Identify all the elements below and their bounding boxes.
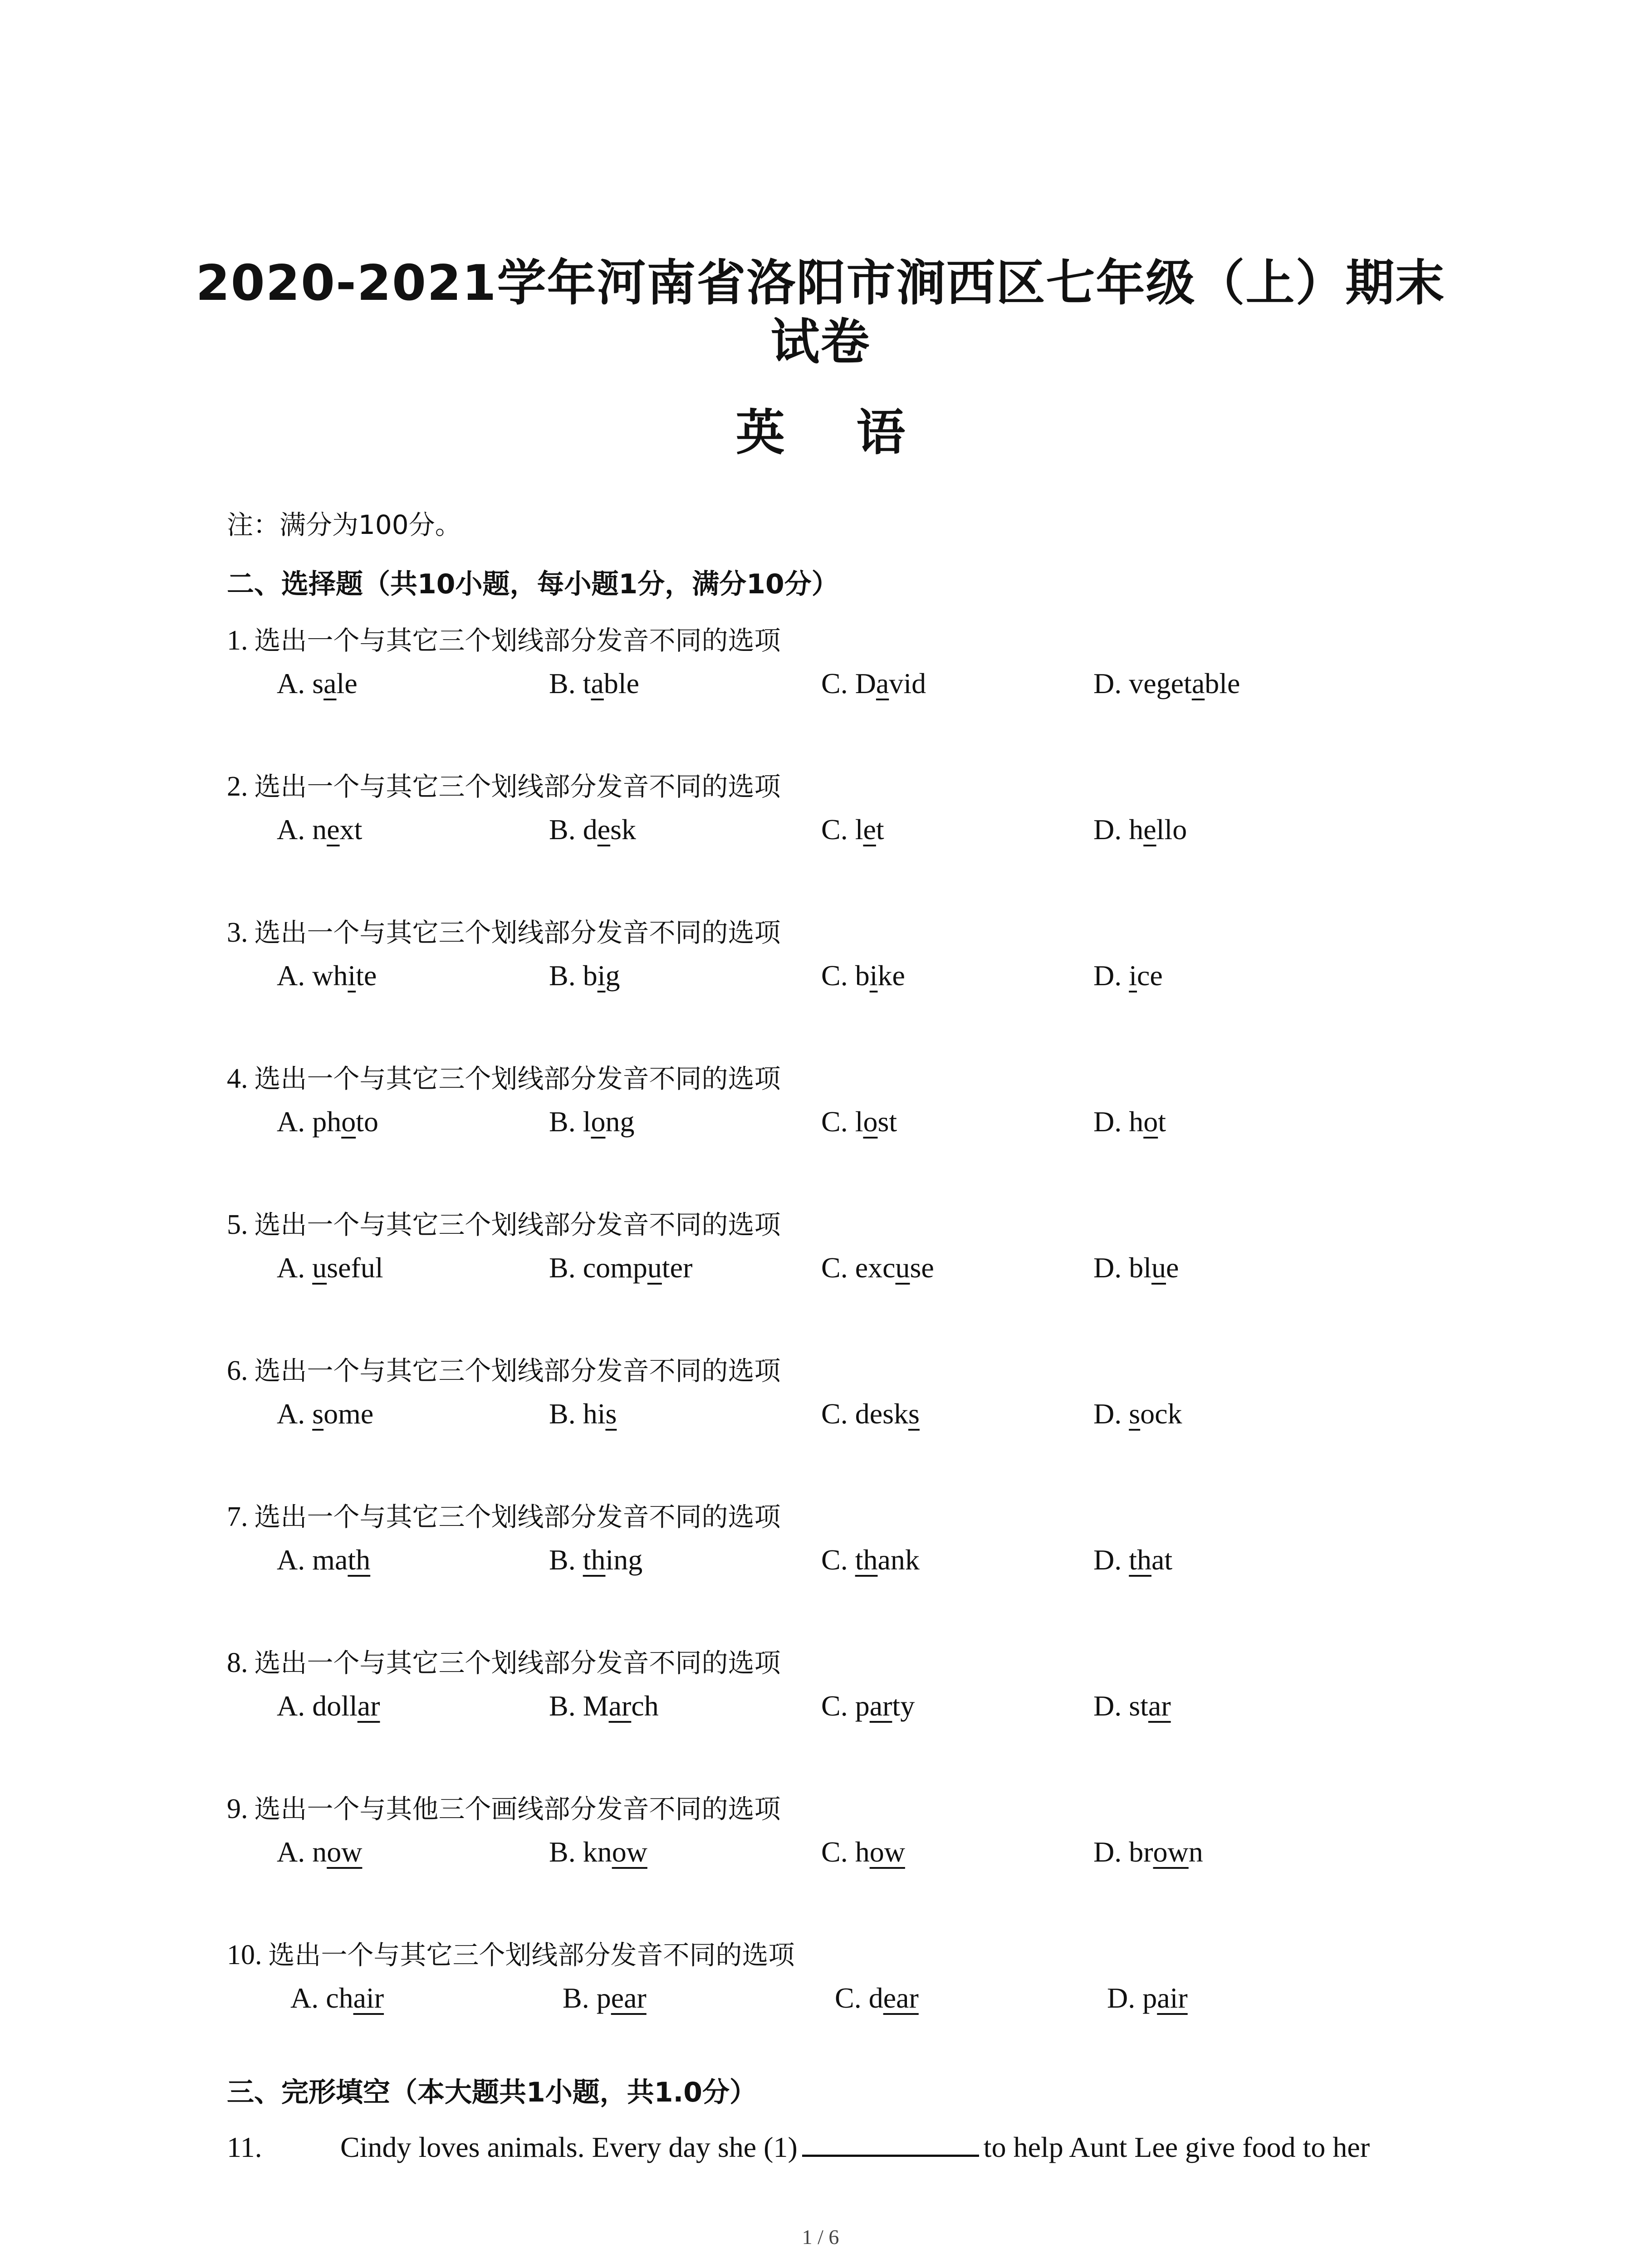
option-underlined-letters: o	[591, 1105, 606, 1138]
option-label: C.	[821, 1251, 848, 1284]
option-underlined-letters: ow	[327, 1836, 362, 1868]
option-underlined-letters: i	[869, 959, 878, 992]
option-underlined-letters: u	[647, 1251, 662, 1284]
option-a[interactable]	[277, 1689, 380, 1723]
option-word-end: ty	[892, 1690, 915, 1722]
option-word-start: p	[855, 1690, 870, 1722]
option-label: D.	[1093, 1544, 1122, 1576]
option-label: B.	[563, 1982, 589, 2014]
option-word-start: desk	[855, 1398, 908, 1430]
option-underlined-letters: ear	[883, 1982, 919, 2014]
option-word-end: ng	[605, 1105, 635, 1138]
option-c[interactable]	[821, 1835, 905, 1869]
option-label: D.	[1093, 1836, 1122, 1868]
option-word-start: p	[596, 1982, 611, 2014]
option-word-start: n	[312, 813, 327, 846]
page-title-continued: 试卷	[770, 314, 871, 371]
question-number: 9.	[227, 1794, 248, 1824]
option-word-end: xt	[339, 813, 362, 846]
option-word-end: ank	[877, 1544, 920, 1576]
option-label: B.	[549, 813, 576, 846]
section-heading-cloze: 三、完形填空（本大题共1小题，共1.0分）	[227, 2077, 757, 2108]
option-underlined-letters: ear	[611, 1982, 647, 2014]
option-word-end: to	[356, 1105, 378, 1138]
question-prompt	[227, 1934, 795, 1972]
option-underlined-letters: th	[348, 1544, 371, 1576]
option-a[interactable]	[277, 813, 362, 846]
option-word-start: h	[1129, 813, 1144, 846]
option-a[interactable]	[277, 1251, 383, 1285]
subject-title: 英 语	[735, 405, 933, 461]
option-a[interactable]	[277, 959, 377, 992]
option-word-start: ph	[312, 1105, 342, 1138]
option-label: C.	[821, 1398, 848, 1430]
option-a[interactable]	[277, 1397, 373, 1431]
option-a[interactable]	[290, 1981, 384, 2015]
option-underlined-letters: air	[1157, 1982, 1188, 2014]
option-a[interactable]	[277, 1835, 362, 1869]
option-c[interactable]	[835, 1981, 919, 2015]
option-label: B.	[549, 959, 576, 992]
question-number: 2.	[227, 771, 248, 802]
option-word-start: d	[583, 813, 598, 846]
option-label: C.	[821, 1544, 848, 1576]
option-underlined-letters: e	[1143, 813, 1156, 846]
option-label: D.	[1093, 959, 1122, 992]
option-c[interactable]	[821, 1689, 915, 1723]
option-underlined-letters: th	[583, 1544, 606, 1576]
option-label: B.	[549, 1836, 576, 1868]
question-number: 3.	[227, 917, 248, 948]
option-c[interactable]	[821, 1397, 920, 1431]
option-label: C.	[821, 667, 848, 699]
option-word-end: ock	[1140, 1398, 1182, 1430]
option-underlined-letters: a	[323, 667, 337, 699]
option-word-end: g	[605, 959, 620, 992]
option-d[interactable]	[1107, 1981, 1188, 2015]
option-label: B.	[549, 1398, 576, 1430]
option-underlined-letters: ar	[608, 1690, 632, 1722]
question-text: 选出一个与其它三个划线部分发音不同的选项	[254, 1501, 781, 1532]
question-prompt	[227, 911, 781, 949]
option-word-start: hi	[583, 1398, 606, 1430]
option-underlined-letters: th	[855, 1544, 878, 1576]
option-word-start: M	[583, 1690, 609, 1722]
question-prompt	[227, 765, 781, 803]
option-underlined-letters: u	[1151, 1251, 1166, 1284]
option-word-start: p	[1142, 1982, 1157, 2014]
page-number: 1 / 6	[802, 2225, 839, 2248]
option-label: A.	[277, 1544, 305, 1576]
cloze-text-before: Cindy loves animals. Every day she (1)	[340, 2131, 798, 2163]
option-b[interactable]	[563, 1981, 647, 2015]
option-c[interactable]	[821, 667, 926, 700]
option-underlined-letters: e	[863, 813, 876, 846]
option-word-end: llo	[1156, 813, 1187, 846]
option-a[interactable]	[277, 667, 358, 700]
question-text: 选出一个与其它三个划线部分发音不同的选项	[268, 1940, 795, 1970]
option-label: D.	[1093, 1690, 1122, 1722]
option-underlined-letters: e	[327, 813, 340, 846]
option-word-end: t	[876, 813, 884, 846]
option-underlined-letters: i	[1129, 959, 1137, 992]
option-d[interactable]	[1093, 1543, 1172, 1577]
option-label: A.	[290, 1982, 319, 2014]
option-label: A.	[277, 813, 305, 846]
option-word-start: ch	[326, 1982, 353, 2014]
option-word-end: se	[910, 1251, 934, 1284]
option-word-end: ble	[1205, 667, 1240, 699]
option-word-end: ble	[603, 667, 640, 699]
option-word-end: seful	[327, 1251, 383, 1284]
option-underlined-letters: s	[605, 1398, 617, 1430]
option-label: C.	[835, 1982, 862, 2014]
option-word-start: t	[583, 667, 591, 699]
option-b[interactable]	[549, 1835, 647, 1869]
option-d[interactable]	[1093, 1689, 1171, 1723]
question-prompt	[227, 1349, 781, 1388]
question-prompt	[227, 1496, 781, 1534]
question-number: 8.	[227, 1647, 248, 1678]
option-word-start: veget	[1129, 667, 1192, 699]
option-underlined-letters: o	[341, 1105, 356, 1138]
option-label: B.	[549, 1690, 576, 1722]
option-underlined-letters: a	[876, 667, 889, 699]
option-underlined-letters: e	[597, 813, 611, 846]
option-b[interactable]	[549, 1543, 642, 1577]
option-c[interactable]	[821, 813, 884, 846]
option-d[interactable]	[1093, 1105, 1166, 1139]
option-label: B.	[549, 1544, 576, 1576]
option-label: A.	[277, 1690, 305, 1722]
option-underlined-letters: u	[895, 1251, 910, 1284]
option-underlined-letters: th	[1129, 1544, 1151, 1576]
question-text: 选出一个与其它三个划线部分发音不同的选项	[254, 1647, 781, 1678]
option-label: C.	[821, 1690, 848, 1722]
option-word-start: comp	[583, 1251, 647, 1284]
question-text: 选出一个与其他三个画线部分发音不同的选项	[254, 1794, 781, 1824]
option-word-start: bl	[1129, 1251, 1151, 1284]
option-word-end: e	[1166, 1251, 1179, 1284]
option-underlined-letters: ar	[1148, 1690, 1171, 1722]
option-underlined-letters: air	[353, 1982, 384, 2014]
option-underlined-letters: ow	[612, 1836, 647, 1868]
option-label: D.	[1093, 1398, 1122, 1430]
option-label: D.	[1093, 667, 1122, 699]
option-word-end: ome	[323, 1398, 374, 1430]
option-label: B.	[549, 1105, 576, 1138]
question-text: 选出一个与其它三个划线部分发音不同的选项	[254, 1355, 781, 1386]
option-label: A.	[277, 1251, 305, 1284]
option-c[interactable]	[821, 959, 905, 992]
option-word-start: ma	[312, 1544, 348, 1576]
option-label: C.	[821, 1105, 848, 1138]
option-word-start: l	[855, 1105, 863, 1138]
option-label: A.	[277, 1105, 305, 1138]
option-word-start: n	[312, 1836, 327, 1868]
option-underlined-letters: ow	[869, 1836, 905, 1868]
option-underlined-letters: o	[863, 1105, 878, 1138]
question-text: 选出一个与其它三个划线部分发音不同的选项	[254, 771, 781, 802]
option-b[interactable]	[549, 1105, 634, 1139]
question-prompt	[227, 619, 781, 657]
option-a[interactable]	[277, 1543, 370, 1577]
option-underlined-letters: u	[312, 1251, 327, 1284]
option-word-end: ch	[631, 1690, 659, 1722]
option-label: A.	[277, 1836, 305, 1868]
option-label: D.	[1093, 1251, 1122, 1284]
option-label: A.	[277, 1398, 305, 1430]
option-word-start: s	[312, 667, 324, 699]
cloze-text-after: to help Aunt Lee give food to her	[983, 2131, 1370, 2163]
option-b[interactable]	[549, 1397, 617, 1431]
option-word-end: ke	[877, 959, 905, 992]
option-c[interactable]	[821, 1251, 934, 1285]
option-word-start: doll	[312, 1690, 358, 1722]
option-underlined-letters: ar	[869, 1690, 892, 1722]
option-underlined-letters: ar	[357, 1690, 380, 1722]
option-label: A.	[277, 959, 305, 992]
question-number: 7.	[227, 1501, 248, 1532]
option-underlined-letters: i	[597, 959, 606, 992]
option-label: C.	[821, 813, 848, 846]
option-a[interactable]	[277, 1105, 378, 1139]
option-label: A.	[277, 667, 305, 699]
option-word-start: br	[1129, 1836, 1153, 1868]
option-underlined-letters: a	[591, 667, 604, 699]
option-b[interactable]	[549, 667, 639, 700]
option-d[interactable]	[1093, 667, 1240, 700]
option-d[interactable]	[1093, 813, 1187, 846]
option-d[interactable]	[1093, 959, 1163, 992]
option-label: B.	[549, 1251, 576, 1284]
option-c[interactable]	[821, 1105, 897, 1139]
option-word-start: l	[583, 1105, 591, 1138]
option-word-start: D	[855, 667, 876, 699]
option-word-start: l	[855, 813, 863, 846]
option-underlined-letters: ow	[1153, 1836, 1189, 1868]
option-word-end: sk	[610, 813, 636, 846]
option-word-start: h	[855, 1836, 870, 1868]
option-word-end: ter	[661, 1251, 693, 1284]
question-text: 选出一个与其它三个划线部分发音不同的选项	[254, 917, 781, 948]
option-word-start: wh	[312, 959, 348, 992]
option-word-end: n	[1188, 1836, 1203, 1868]
option-d[interactable]	[1093, 1397, 1182, 1431]
option-underlined-letters: o	[1143, 1105, 1158, 1138]
page-title: 2020-2021学年河南省洛阳市涧西区七年级（上）期末	[196, 255, 1445, 312]
option-word-start: exc	[855, 1251, 896, 1284]
score-note: 注：满分为100分。	[227, 509, 461, 540]
option-b[interactable]	[549, 959, 620, 992]
option-underlined-letters: s	[312, 1398, 324, 1430]
option-label: D.	[1107, 1982, 1136, 2014]
option-word-start: h	[1129, 1105, 1144, 1138]
option-word-end: ce	[1137, 959, 1163, 992]
question-prompt	[227, 1642, 781, 1680]
question-number: 5.	[227, 1209, 248, 1240]
question-number: 4.	[227, 1063, 248, 1094]
option-underlined-letters: s	[908, 1398, 920, 1430]
option-word-end: vid	[889, 667, 926, 699]
option-b[interactable]	[549, 813, 636, 846]
option-word-start: b	[583, 959, 598, 992]
option-label: D.	[1093, 813, 1122, 846]
question-number: 6.	[227, 1355, 248, 1386]
option-b[interactable]	[549, 1689, 659, 1723]
option-underlined-letters: s	[1129, 1398, 1141, 1430]
option-word-end: st	[877, 1105, 897, 1138]
question-number: 1.	[227, 625, 248, 656]
question-prompt	[227, 1057, 781, 1095]
question-prompt	[227, 1788, 781, 1826]
option-d[interactable]	[1093, 1251, 1179, 1285]
section-heading-choice: 二、选择题（共10小题，每小题1分，满分10分）	[227, 568, 839, 600]
option-label: C.	[821, 1836, 848, 1868]
question-text: 选出一个与其它三个划线部分发音不同的选项	[254, 1209, 781, 1240]
question-number: 11.	[227, 2131, 262, 2163]
option-label: D.	[1093, 1105, 1122, 1138]
option-word-end: te	[356, 959, 377, 992]
option-underlined-letters: i	[348, 959, 356, 992]
option-word-start: d	[868, 1982, 883, 2014]
option-word-start: kn	[583, 1836, 612, 1868]
option-c[interactable]	[821, 1543, 920, 1577]
option-word-end: ing	[605, 1544, 643, 1576]
option-underlined-letters: a	[1191, 667, 1205, 699]
option-label: C.	[821, 959, 848, 992]
question-text: 选出一个与其它三个划线部分发音不同的选项	[254, 1063, 781, 1094]
question-prompt	[227, 1203, 781, 1242]
question-number: 10.	[227, 1940, 262, 1970]
option-word-start: st	[1129, 1690, 1148, 1722]
answer-blank[interactable]	[802, 2127, 979, 2157]
option-word-end: le	[336, 667, 358, 699]
cloze-passage-line	[227, 2127, 1370, 2164]
question-text: 选出一个与其它三个划线部分发音不同的选项	[254, 625, 781, 656]
option-b[interactable]	[549, 1251, 692, 1285]
option-d[interactable]	[1093, 1835, 1203, 1869]
option-word-start: b	[855, 959, 870, 992]
option-word-end: at	[1151, 1544, 1173, 1576]
option-label: B.	[549, 667, 576, 699]
option-word-end: t	[1158, 1105, 1166, 1138]
